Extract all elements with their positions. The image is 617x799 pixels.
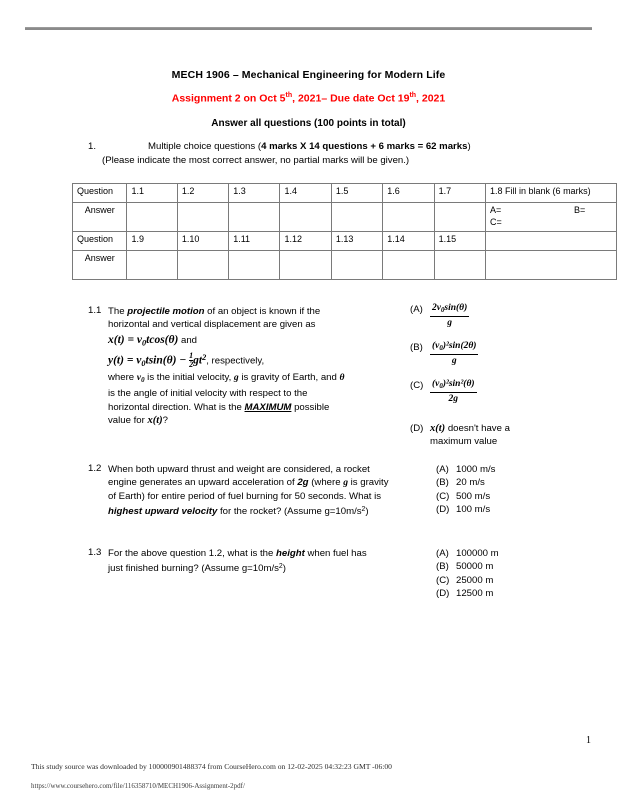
answer-table	[72, 183, 617, 280]
q1-1-eq1-lhs: x(t) = v	[108, 333, 143, 346]
row-label-answer-2: Answer	[73, 251, 127, 280]
option-text-1-2-D: 100 m/s	[456, 504, 491, 516]
q1-1-l5-theta: θ	[339, 371, 345, 383]
opt-B-num-post: )²sin(2θ)	[442, 341, 477, 351]
option-tag-1-1-C: (C)	[410, 380, 424, 391]
opt-B-num-pre: (v	[432, 341, 440, 351]
q1-3-line-1	[108, 547, 418, 560]
q1-1-eq1-rest: tcos(θ)	[146, 333, 179, 346]
instruction-line-1-tail: )	[467, 141, 471, 152]
assignment-sup-2: th	[409, 92, 417, 99]
option-tag-1-1-D: (D)	[410, 423, 424, 434]
q1-1-l7a: horizontal direction. What is the	[108, 401, 245, 413]
option-tag-1-3-C: (C)	[436, 574, 450, 586]
question-text-1-2	[108, 463, 418, 519]
options-1-3	[436, 547, 499, 601]
opt-C-num-post: )²sin²(θ)	[442, 379, 475, 389]
answer-input-1-5[interactable]	[331, 203, 382, 232]
option-text-1-2-C: 500 m/s	[456, 490, 491, 502]
option-tag-1-3-A: (A)	[436, 548, 449, 559]
option-text-1-3-A: 100000 m	[456, 548, 499, 559]
question-text-1-3	[108, 547, 418, 576]
q1-2-2g: 2g	[297, 477, 309, 489]
opt-D-math: x(t)	[430, 423, 446, 434]
q1-1-l5-vsub: 0	[141, 376, 145, 384]
instruction-line-2: (Please indicate the most correct answer, no partial marks will be given.)	[102, 155, 410, 166]
q1-1-eq2-lhs: y(t) = v	[108, 354, 142, 367]
answer-input-1-6[interactable]	[383, 203, 434, 232]
q1-1-l5a: where	[108, 371, 137, 383]
answer-input-1-12[interactable]	[280, 251, 331, 280]
q1-1-line-8	[108, 414, 408, 427]
instruction-line-1-plain: Multiple choice questions (	[148, 141, 262, 152]
q1-3-line-2	[108, 560, 418, 576]
option-1-2-B[interactable]	[436, 476, 495, 489]
option-1-1-C-den: 2g	[430, 392, 477, 405]
answer-input-1-10[interactable]	[177, 251, 228, 280]
fill-blank-a-label: A=	[490, 205, 502, 215]
answer-input-1-15[interactable]	[434, 251, 485, 280]
table-row-question-1	[73, 184, 617, 203]
row-label-question-2: Question	[73, 232, 127, 251]
answer-input-1-3[interactable]	[229, 203, 280, 232]
page-title: MECH 1906 – Mechanical Engineering for Modern Life	[171, 69, 446, 81]
q1-2-line-1: When both upward thrust and weight are considered, a rocket	[108, 464, 370, 475]
question-cell-1-14: 1.14	[383, 232, 434, 251]
table-row-question-2	[73, 232, 617, 251]
option-fraction-1-1-C	[430, 379, 477, 405]
q1-1-line-6: is the angle of initial velocity with respect to the	[108, 388, 308, 400]
q1-1-eq2-tail: gt	[193, 354, 203, 367]
q1-3-l2b: )	[282, 563, 286, 575]
q1-1-eq2-sup: 2	[202, 352, 207, 362]
fill-blank-c-label: C=	[490, 217, 502, 227]
option-1-3-C[interactable]	[436, 574, 499, 587]
q1-1-l5-g: g	[233, 371, 239, 383]
option-1-1-C-num	[430, 379, 477, 392]
q1-1-eq1-and: and	[178, 334, 197, 346]
q1-1-eq2-after: , respectively,	[206, 355, 265, 367]
question-cell-1-11: 1.11	[229, 232, 280, 251]
option-1-1-A[interactable]	[410, 303, 469, 329]
opt-C-num-pre: (v	[432, 379, 440, 389]
fill-blank-b-label: B=	[574, 205, 586, 215]
q1-2-l4-sup: 2	[361, 506, 366, 514]
q1-1-line-2: horizontal and vertical displacement are given as	[108, 319, 316, 331]
option-1-2-D[interactable]	[436, 503, 495, 516]
q1-1-equation-x	[108, 334, 408, 350]
option-text-1-3-C: 25000 m	[456, 574, 494, 586]
option-text-1-3-B: 50000 m	[456, 561, 494, 573]
q1-1-eq2-mid: tsin(θ) −	[145, 354, 190, 367]
question-cell-1-1: 1.1	[127, 184, 177, 203]
options-1-2	[436, 463, 495, 517]
q1-1-line-5	[108, 371, 408, 387]
option-tag-1-3-B: (B)	[436, 561, 449, 573]
instruction-line-1	[148, 141, 471, 152]
opt-A-num-post: sin(θ)	[444, 303, 468, 313]
q1-1-l8-math: x(t)	[147, 415, 163, 427]
option-1-1-A-num	[430, 303, 469, 316]
q1-2-highest-upward-velocity: highest upward velocity	[108, 506, 218, 518]
q1-2-line-2	[108, 476, 418, 489]
question-cell-1-3: 1.3	[229, 184, 280, 203]
q1-1-eq1-sub: 0	[142, 338, 147, 348]
question-cell-1-9: 1.9	[127, 232, 177, 251]
question-cell-1-6: 1.6	[383, 184, 434, 203]
option-1-3-B[interactable]	[436, 560, 499, 573]
question-cell-1-10: 1.10	[177, 232, 228, 251]
question-cell-1-5: 1.5	[331, 184, 382, 203]
q1-1-l8a: value for	[108, 415, 148, 427]
option-1-1-C[interactable]	[410, 379, 477, 405]
empty-cell-right-3	[486, 251, 617, 280]
table-row-answer-1	[73, 203, 617, 232]
q1-1-line-7	[108, 401, 408, 414]
answer-input-1-7[interactable]	[434, 203, 485, 232]
option-1-2-A[interactable]	[436, 463, 495, 476]
fill-in-blank-header: 1.8 Fill in blank (6 marks)	[486, 184, 617, 203]
assignment-prefix: Assignment 2 on Oct 5	[171, 92, 286, 105]
q1-1-eq2-sub: 0	[141, 358, 146, 368]
option-1-1-D-text	[430, 422, 510, 449]
option-1-1-B-num	[430, 341, 478, 354]
option-tag-1-3-D: (D)	[436, 588, 450, 600]
q1-2-l2a: engine generates an upward acceleration of	[108, 477, 298, 489]
q1-2-l4a: for the rocket? (Assume g=10m/s	[217, 506, 362, 518]
option-tag-1-2-A: (A)	[436, 464, 449, 475]
q1-3-l2-sup: 2	[278, 563, 283, 571]
option-tag-1-1-B: (B)	[410, 342, 423, 353]
opt-A-num-sub: 0	[440, 306, 445, 314]
assignment-sup-1: th	[285, 92, 293, 99]
option-1-1-A-den: g	[430, 316, 469, 329]
opt-B-num-sub: 0	[439, 344, 443, 352]
assignment-subtitle	[0, 92, 617, 105]
question-cell-1-15: 1.15	[434, 232, 485, 251]
q1-3-l1b: when fuel has	[304, 548, 367, 559]
answer-all-instruction: Answer all questions (100 points in total)	[211, 118, 406, 129]
q1-1-maximum-emphasis: MAXIMUM	[244, 401, 292, 413]
q1-3-l2a: just finished burning? (Assume g=10m/s	[108, 563, 279, 575]
q1-1-projectile-motion: projectile motion	[127, 306, 205, 317]
question-cell-1-2: 1.2	[177, 184, 228, 203]
opt-C-num-sub: 0	[439, 382, 443, 390]
q1-2-l4b: )	[365, 506, 369, 518]
q1-1-l7b: possible	[291, 401, 330, 413]
q1-1-l5-v: v	[136, 371, 142, 383]
row-label-answer-1: Answer	[73, 203, 127, 232]
option-fraction-1-1-A	[430, 303, 469, 329]
option-1-1-B[interactable]	[410, 341, 478, 367]
question-number-1-1: 1.1	[88, 305, 102, 316]
answer-input-1-1[interactable]	[127, 203, 177, 232]
q1-2-l2b: (where	[308, 477, 344, 489]
opt-A-num-pre: 2v	[432, 303, 441, 313]
q1-2-l2c: is gravity	[348, 477, 389, 489]
assignment-suffix: , 2021	[416, 92, 446, 105]
q1-3-l1a: For the above question 1.2, what is the	[108, 548, 276, 559]
answer-input-1-9[interactable]	[127, 251, 177, 280]
question-text-1-1	[108, 305, 408, 428]
option-text-1-2-A: 1000 m/s	[456, 464, 496, 475]
answer-input-1-11[interactable]	[229, 251, 280, 280]
q1-3-height: height	[276, 548, 305, 559]
option-tag-1-1-A: (A)	[410, 304, 423, 315]
assignment-mid: , 2021– Due date Oct 19	[292, 92, 410, 105]
question-cell-1-12: 1.12	[280, 232, 331, 251]
question-number-1-3: 1.3	[88, 547, 102, 558]
header-rule	[25, 27, 592, 30]
q1-1-l5b: is the initial velocity,	[144, 371, 234, 383]
table-row-answer-2	[73, 251, 617, 280]
question-cell-1-7: 1.7	[434, 184, 485, 203]
instruction-number: 1.	[88, 141, 97, 152]
option-tag-1-2-D: (D)	[436, 504, 450, 516]
option-text-1-2-B: 20 m/s	[456, 477, 485, 489]
q1-1-half-num: 1	[189, 350, 194, 360]
instruction-line-1-marks: 4 marks X 14 questions + 6 marks = 62 marks	[261, 141, 468, 152]
q1-2-line-4	[108, 503, 418, 519]
option-1-3-A[interactable]	[436, 547, 499, 560]
option-tag-1-2-B: (B)	[436, 477, 449, 489]
answer-input-1-13[interactable]	[331, 251, 382, 280]
page-number: 1	[586, 735, 591, 746]
q1-1-l1a: The	[108, 306, 128, 317]
fill-in-blank-answers[interactable]	[486, 203, 617, 232]
download-watermark: This study source was downloaded by 100000901488374 from CourseHero.com on 12-02-2025 04:32:23 GMT -06:00	[31, 762, 392, 771]
opt-D-line2: maximum value	[430, 436, 498, 448]
question-cell-1-13: 1.13	[331, 232, 382, 251]
q1-1-l5c: is gravity of Earth, and	[238, 371, 340, 383]
q1-1-equation-y	[108, 351, 408, 370]
question-number-1-2: 1.2	[88, 463, 102, 474]
option-1-1-B-den: g	[430, 354, 478, 367]
option-1-1-D[interactable]	[410, 422, 580, 449]
option-text-1-3-D: 12500 m	[456, 588, 494, 600]
opt-D-line1: doesn't have a	[445, 423, 510, 434]
answer-input-1-4[interactable]	[280, 203, 331, 232]
q1-1-line-1	[108, 305, 408, 318]
option-1-3-D[interactable]	[436, 587, 499, 600]
option-fraction-1-1-B	[430, 341, 478, 367]
empty-cell-right-2	[486, 232, 617, 251]
option-tag-1-2-C: (C)	[436, 490, 450, 502]
q1-2-l2-g: g	[343, 477, 348, 489]
q1-1-l8b: ?	[162, 415, 168, 427]
answer-input-1-2[interactable]	[177, 203, 228, 232]
q1-1-half-den: 2	[189, 360, 194, 370]
source-url[interactable]: https://www.coursehero.com/file/116358710/MECH1906-Assignment-2pdf/	[31, 782, 245, 790]
q1-1-l1b: of an object is known if the	[204, 306, 321, 317]
option-1-2-C[interactable]	[436, 490, 495, 503]
row-label-question: Question	[73, 184, 127, 203]
q1-2-line-3: of Earth) for entire period of fuel burning for 50 seconds. What is	[108, 490, 382, 502]
answer-input-1-14[interactable]	[383, 251, 434, 280]
question-cell-1-4: 1.4	[280, 184, 331, 203]
